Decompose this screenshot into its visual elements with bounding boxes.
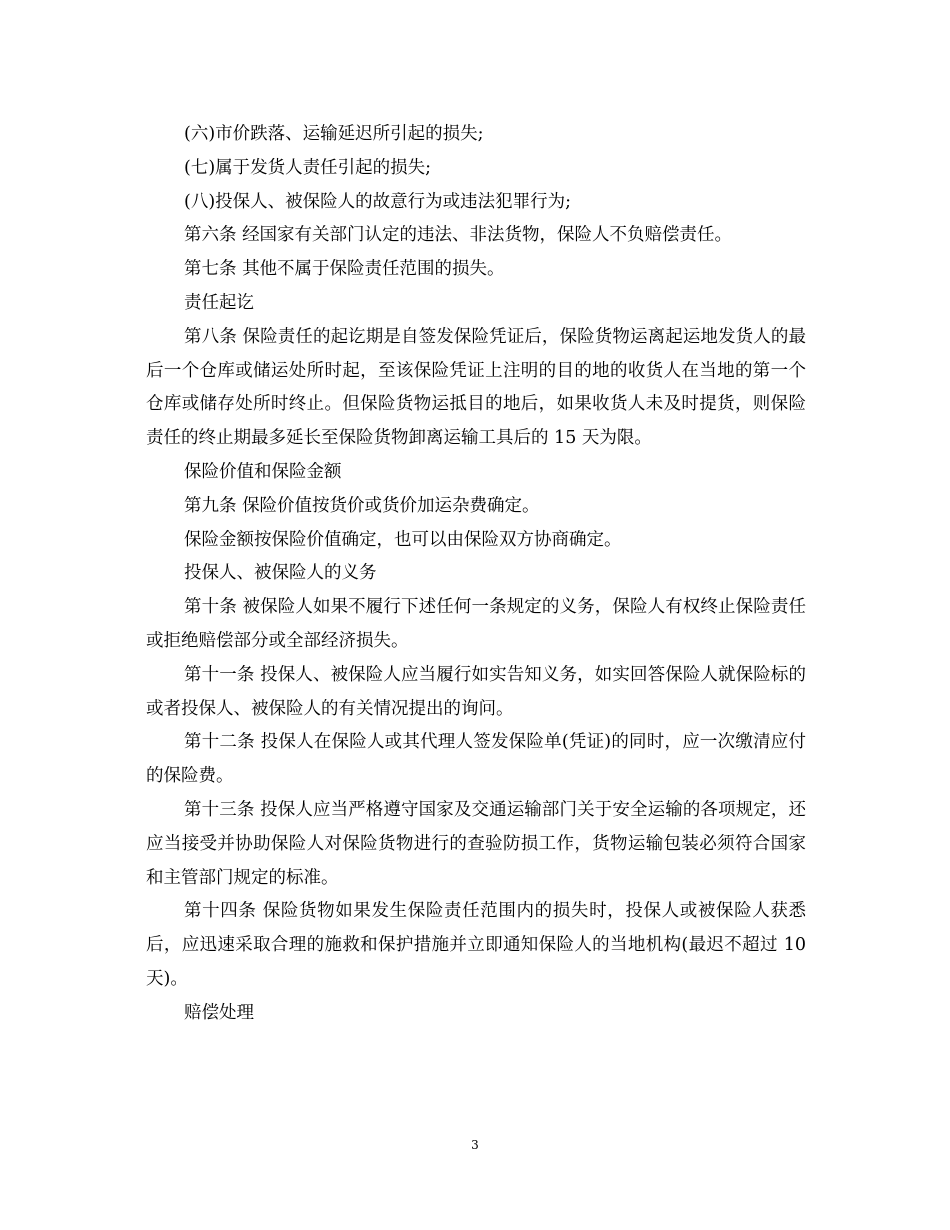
paragraph-clause-7-item: (七)属于发货人责任引起的损失; [184,157,432,178]
page-number: 3 [471,1138,479,1152]
paragraph-article-13: 第十三条 投保人应当严格遵守国家及交通运输部门关于安全运输的各项规定，还应当接受并协助保险人对保险货物进行的查验防损工作，货物运输包装必须符合国家和主管部门规定的标准。 [146,799,806,888]
section-heading-obligations: 投保人、被保险人的义务 [184,563,377,584]
document-body [146,118,806,1031]
section-heading-liability-period: 责任起讫 [184,292,254,313]
paragraph-article-8: 第八条 保险责任的起讫期是自签发保险凭证后，保险货物运离起运地发货人的最后一个仓库或储运处所时起，至该保险凭证上注明的目的地的收货人在当地的第一个仓库或储存处所时终止。但保险货物运抵目的地后，如果收货人未及时提货，则保险责任的终止期最多延长至保险货物卸离运输工具后的 15 天为限。 [146,326,806,449]
paragraph-insured-amount: 保险金额按保险价值确定，也可以由保险双方协商确定。 [184,529,622,550]
paragraph-clause-6-item: (六)市价跌落、运输延迟所引起的损失; [184,124,484,144]
section-heading-insured-value: 保险价值和保险金额 [184,461,342,482]
paragraph-article-10: 第十条 被保险人如果不履行下述任何一条规定的义务，保险人有权终止保险责任或拒绝赔偿部分或全部经济损失。 [146,597,806,651]
section-heading-claims: 赔偿处理 [184,1002,254,1023]
paragraph-article-9: 第九条 保险价值按货价或货价加运杂费确定。 [184,495,540,516]
paragraph-article-12: 第十二条 投保人在保险人或其代理人签发保险单(凭证)的同时，应一次缴清应付的保险费。 [146,732,806,787]
paragraph-article-7: 第七条 其他不属于保险责任范围的损失。 [184,259,505,280]
paragraph-article-6: 第六条 经国家有关部门认定的违法、非法货物，保险人不负赔偿责任。 [184,225,733,246]
paragraph-article-11: 第十一条 投保人、被保险人应当履行如实告知义务，如实回答保险人就保险标的或者投保人、被保险人的有关情况提出的询问。 [146,664,806,719]
paragraph-article-14: 第十四条 保险货物如果发生保险责任范围内的损失时，投保人或被保险人获悉后，应迅速采取合理的施救和保护措施并立即通知保险人的当地机构(最迟不超过 10 天)。 [146,901,806,989]
paragraph-clause-8-item: (八)投保人、被保险人的故意行为或违法犯罪行为; [184,191,572,212]
